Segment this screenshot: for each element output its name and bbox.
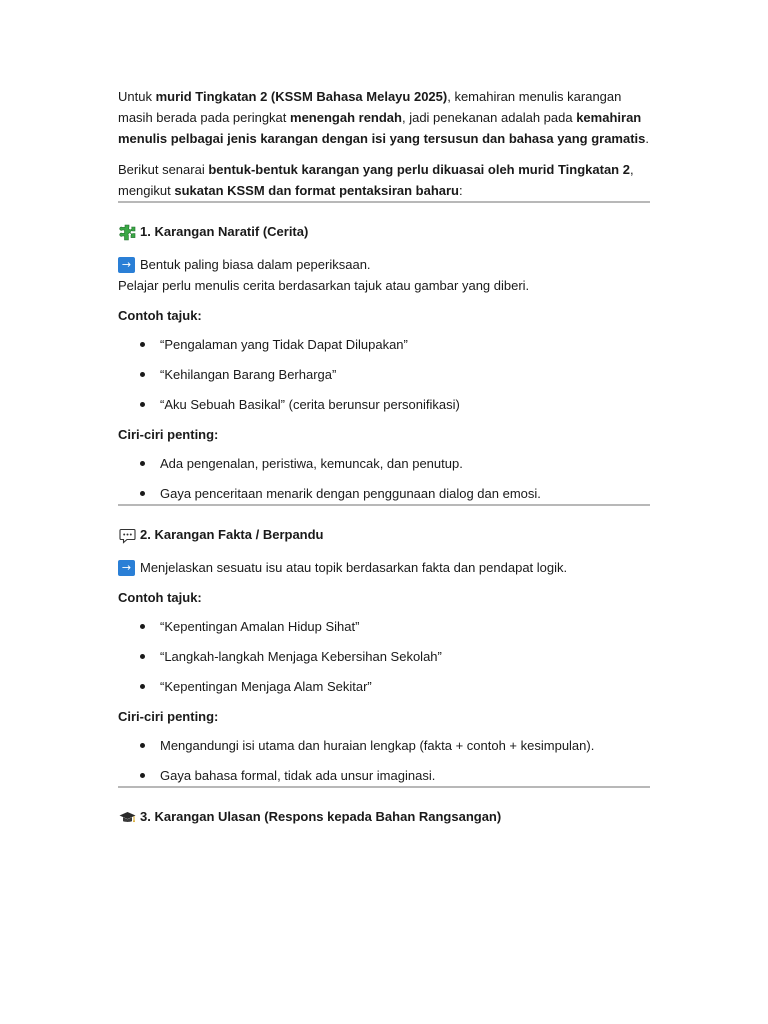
- document-content: [118, 86, 650, 827]
- examples-label: Contoh tajuk:: [118, 308, 202, 323]
- list-item: Gaya bahasa formal, tidak ada unsur imaginasi.: [118, 765, 650, 786]
- intro-bold-text: bentuk-bentuk karangan yang perlu dikuasai oleh murid Tingkatan 2: [208, 162, 630, 177]
- right-arrow-icon: →: [118, 560, 135, 576]
- intro-text: Untuk: [118, 89, 156, 104]
- section-1-summary: [118, 254, 650, 275]
- list-item: “Kepentingan Menjaga Alam Sekitar”: [118, 676, 650, 697]
- section-2-summary: [118, 557, 650, 578]
- summary-text: Menjelaskan sesuatu isu atau topik berdasarkan fakta dan pendapat logik.: [140, 560, 568, 575]
- section-divider: [118, 504, 650, 506]
- section-title-text: 1. Karangan Naratif (Cerita): [140, 224, 309, 239]
- puzzle-icon: [118, 223, 136, 241]
- list-item: “Pengalaman yang Tidak Dapat Dilupakan”: [118, 334, 650, 355]
- intro-text: :: [459, 183, 463, 198]
- intro-text: , mengikut: [118, 162, 634, 198]
- section-2-features: [118, 735, 650, 786]
- section-1-extra: Pelajar perlu menulis cerita berdasarkan tajuk atau gambar yang diberi.: [118, 278, 530, 293]
- section-3-title: [118, 807, 650, 827]
- section-1-title: [118, 222, 650, 242]
- section-title-text: 2. Karangan Fakta / Berpandu: [140, 527, 324, 542]
- list-item: “Langkah-langkah Menjaga Kebersihan Sekolah”: [118, 646, 650, 667]
- intro-text: , kemahiran menulis karangan masih berada pada peringkat: [118, 89, 622, 125]
- list-item: Ada pengenalan, peristiwa, kemuncak, dan penutup.: [118, 453, 650, 474]
- section-title-text: 3. Karangan Ulasan (Respons kepada Bahan Rangsangan): [140, 809, 502, 824]
- list-item: “Kepentingan Amalan Hidup Sihat”: [118, 616, 650, 637]
- list-item: Gaya penceritaan menarik dengan penggunaan dialog dan emosi.: [118, 483, 650, 504]
- intro-bold-text: murid Tingkatan 2 (KSSM Bahasa Melayu 2025): [155, 89, 448, 104]
- list-item: Mengandungi isi utama dan huraian lengkap (fakta + contoh + kesimpulan).: [118, 735, 650, 756]
- features-label: Ciri-ciri penting:: [118, 427, 219, 442]
- intro-paragraph-2: [118, 159, 650, 201]
- intro-text: .: [645, 131, 650, 146]
- examples-label: Contoh tajuk:: [118, 590, 202, 605]
- graduation-cap-icon: [118, 808, 136, 826]
- intro-bold-text: kemahiran menulis pelbagai jenis karangan dengan isi yang tersusun dan bahasa yang gramatis: [118, 110, 646, 146]
- right-arrow-icon: →: [118, 257, 135, 273]
- intro-text: Berikut senarai: [118, 162, 209, 177]
- speech-bubble-icon: [118, 526, 136, 544]
- section-2-title: [118, 525, 650, 545]
- features-label: Ciri-ciri penting:: [118, 709, 219, 724]
- section-1-examples: [118, 334, 650, 415]
- intro-bold-text: sukatan KSSM dan format pentaksiran baharu: [174, 183, 459, 198]
- list-item: “Kehilangan Barang Berharga”: [118, 364, 650, 385]
- section-divider: [118, 201, 650, 203]
- intro-paragraph-1: [118, 86, 650, 149]
- intro-bold-text: menengah rendah: [290, 110, 402, 125]
- list-item: “Aku Sebuah Basikal” (cerita berunsur personifikasi): [118, 394, 650, 415]
- summary-text: Bentuk paling biasa dalam peperiksaan.: [140, 257, 371, 272]
- section-2-examples: [118, 616, 650, 697]
- section-divider: [118, 786, 650, 788]
- section-1-features: [118, 453, 650, 504]
- intro-text: , jadi penekanan adalah pada: [401, 110, 577, 125]
